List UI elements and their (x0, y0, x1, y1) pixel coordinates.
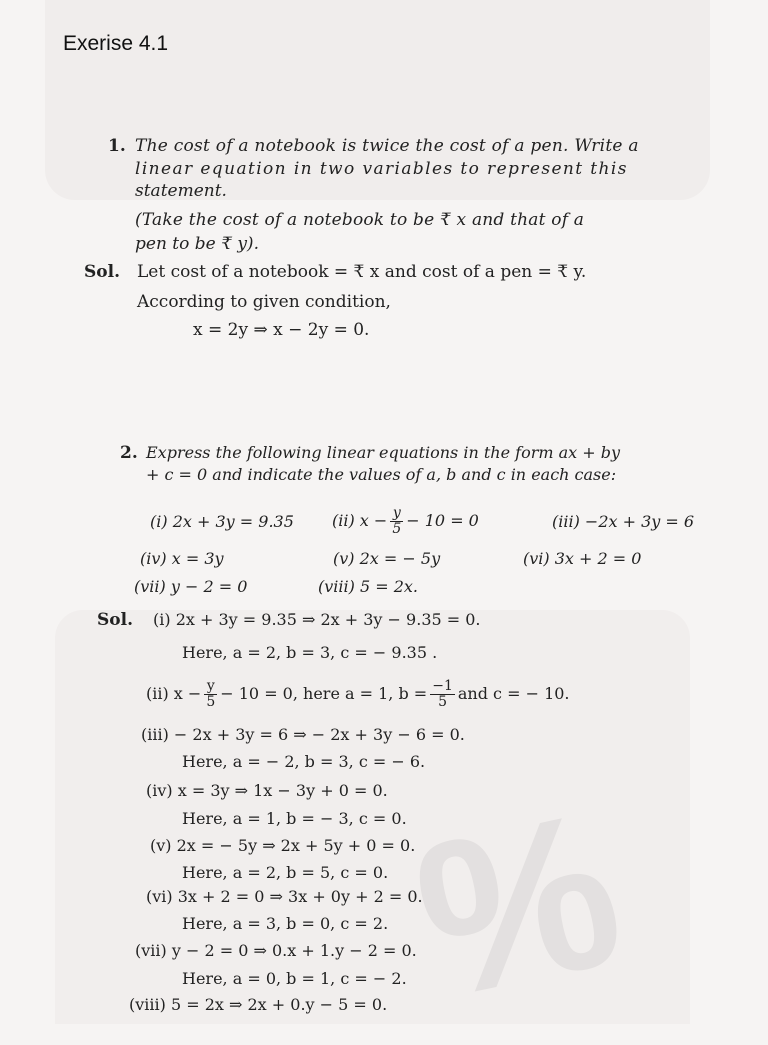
q2-part-v: (v) 2x = − 5y (333, 549, 441, 568)
q2-part-ii-den: 5 (392, 521, 402, 537)
sol2-ii-den: 5 (206, 694, 216, 710)
sol1-line1: Let cost of a notebook = ₹ x and cost of a pen = ₹ y. (137, 262, 587, 282)
watermark: % (397, 763, 640, 1045)
sol2-ii (146, 676, 570, 712)
q1-text-line5: pen to be ₹ y). (135, 234, 259, 254)
sol2-v-values: Here, a = 2, b = 5, c = 0. (182, 863, 389, 882)
sol2-vii-equation: (vii) y − 2 = 0 ⇒ 0.x + 1.y − 2 = 0. (135, 941, 417, 960)
q2-part-i: (i) 2x + 3y = 9.35̄ (150, 512, 294, 531)
sol2-ii-fraction (204, 679, 217, 710)
q2-part-iii: (iii) −2x + 3y = 6 (552, 512, 695, 531)
sol2-i-values: Here, a = 2, b = 3, c = − 9.35̄ . (182, 643, 438, 662)
q1-number: 1. (108, 136, 126, 156)
q2-part-vii: (vii) y − 2 = 0 (134, 577, 248, 596)
sol2-vi-equation: (vi) 3x + 2 = 0 ⇒ 3x + 0y + 2 = 0. (146, 887, 423, 906)
q1-text-line3: statement. (135, 181, 227, 201)
sol2-viii-equation: (viii) 5 = 2x ⇒ 2x + 0.y − 5 = 0. (129, 995, 388, 1014)
q2-number: 2. (120, 443, 138, 463)
sol2-ii-num: y (204, 679, 217, 695)
q1-text-line4: (Take the cost of a notebook to be ₹ x and that of a (135, 210, 585, 230)
q2-part-ii-fraction (390, 506, 403, 537)
sol2-ii-b-fraction (430, 679, 455, 710)
q1-text-line2: linear equation in two variables to represent this (135, 159, 628, 179)
sol1-label: Sol. (84, 262, 120, 282)
q2-part-ii (332, 503, 479, 539)
q2-part-ii-pre: (ii) x − (332, 511, 388, 530)
q2-text-line1: Express the following linear equations in the form ax + by (146, 443, 621, 462)
sol2-vii-values: Here, a = 0, b = 1, c = − 2. (182, 969, 407, 988)
sol2-ii-pre: (ii) x − (146, 684, 202, 703)
q2-text-line2: + c = 0 and indicate the values of a, b and c in each case: (146, 465, 617, 484)
q1-text-line1: The cost of a notebook is twice the cost of a pen. Write a (135, 136, 639, 156)
sol2-iii-equation: (iii) − 2x + 3y = 6 ⇒ − 2x + 3y − 6 = 0. (141, 725, 465, 744)
q2-part-ii-num: y (390, 506, 403, 522)
sol1-line2: According to given condition, (137, 292, 391, 312)
sol1-line3: x = 2y ⇒ x − 2y = 0. (193, 320, 370, 340)
sol2-ii-mid: − 10 = 0, here a = 1, b = (220, 684, 428, 703)
page-title: Exerise 4.1 (63, 32, 169, 55)
sol2-v-equation: (v) 2x = − 5y ⇒ 2x + 5y + 0 = 0. (150, 836, 416, 855)
sol2-ii-b-den: 5 (438, 694, 447, 710)
q2-part-vi: (vi) 3x + 2 = 0 (523, 549, 642, 568)
sol2-label: Sol. (97, 610, 133, 630)
sol2-ii-post: and c = − 10. (457, 684, 570, 703)
q2-part-iv: (iv) x = 3y (140, 549, 224, 568)
sol2-vi-values: Here, a = 3, b = 0, c = 2. (182, 914, 389, 933)
sol2-ii-b-num: −1 (432, 678, 453, 694)
sol2-iii-values: Here, a = − 2, b = 3, c = − 6. (182, 752, 426, 771)
q2-part-ii-post: − 10 = 0 (406, 511, 479, 530)
sol2-iv-equation: (iv) x = 3y ⇒ 1x − 3y + 0 = 0. (146, 781, 388, 800)
sol2-i-equation: (i) 2x + 3y = 9.35̄ ⇒ 2x + 3y − 9.35̄ = 0. (153, 610, 481, 629)
q2-part-viii: (viii) 5 = 2x. (318, 577, 419, 596)
sol2-iv-values: Here, a = 1, b = − 3, c = 0. (182, 809, 407, 828)
